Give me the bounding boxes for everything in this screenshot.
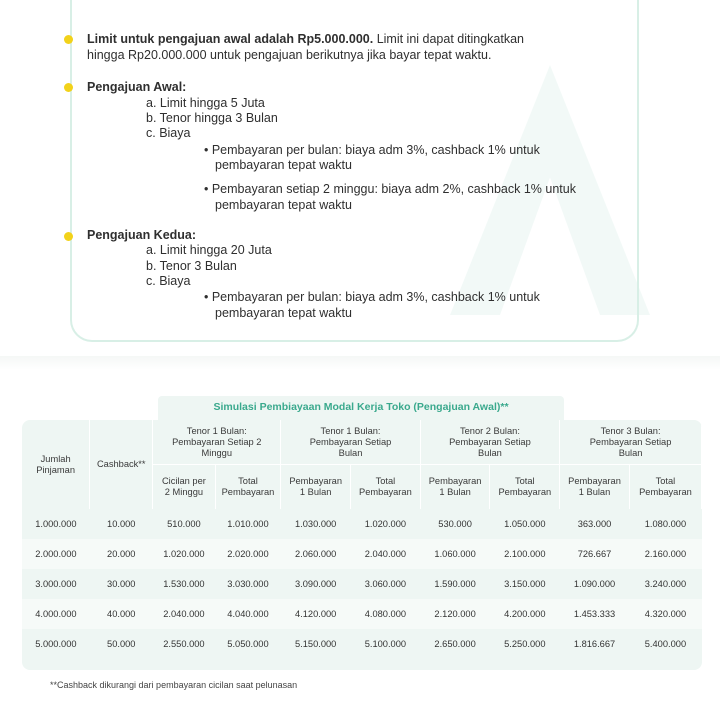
table-cell: 3.240.000 — [629, 569, 701, 599]
table-cell: 4.120.000 — [281, 599, 351, 629]
group-header: Tenor 2 Bulan: Pembayaran Setiap Bulan — [420, 420, 559, 465]
table-cell: 5.050.000 — [215, 629, 281, 659]
table-cell: 30.000 — [90, 569, 153, 599]
table-cell: 2.650.000 — [420, 629, 490, 659]
awal-item-c: c. Biaya — [146, 126, 191, 140]
table-cell: 4.200.000 — [490, 599, 560, 629]
pengajuan-awal-title: Pengajuan Awal: — [87, 80, 187, 94]
table-cell: 3.090.000 — [281, 569, 351, 599]
table-cell: 1.080.000 — [629, 509, 701, 539]
col-cashback: Cashback** — [90, 420, 153, 509]
subheader: Pembayaran 1 Bulan — [281, 465, 351, 510]
awal-fee-bullet-2-cont: pembayaran tepat waktu — [215, 198, 352, 212]
table-cell: 5.100.000 — [351, 629, 421, 659]
table-cell: 1.453.333 — [560, 599, 630, 629]
table-cell: 3.150.000 — [490, 569, 560, 599]
table-cell: 2.120.000 — [420, 599, 490, 629]
table-cell: 10.000 — [90, 509, 153, 539]
table-cell: 3.060.000 — [351, 569, 421, 599]
table-cell: 1.090.000 — [560, 569, 630, 599]
table-cell: 20.000 — [90, 539, 153, 569]
table-cell: 4.320.000 — [629, 599, 701, 629]
bullet-dot-icon — [64, 35, 73, 44]
table-cell: 3.000.000 — [22, 569, 90, 599]
subheader: Total Pembayaran — [215, 465, 281, 510]
awal-item-b: b. Tenor hingga 3 Bulan — [146, 111, 278, 125]
table-cell: 3.030.000 — [215, 569, 281, 599]
table-cell: 2.060.000 — [281, 539, 351, 569]
simulation-table — [22, 420, 702, 659]
subheader: Pembayaran 1 Bulan — [560, 465, 630, 510]
table-cell: 1.050.000 — [490, 509, 560, 539]
simulation-title: Simulasi Pembiayaan Modal Kerja Toko (Pengajuan Awal)** — [158, 396, 564, 422]
subheader: Total Pembayaran — [351, 465, 421, 510]
table-cell: 5.150.000 — [281, 629, 351, 659]
pengajuan-kedua-title: Pengajuan Kedua: — [87, 228, 197, 242]
subheader: Total Pembayaran — [629, 465, 701, 510]
table-cell: 2.040.000 — [153, 599, 215, 629]
table-cell: 5.400.000 — [629, 629, 701, 659]
table-cell: 4.080.000 — [351, 599, 421, 629]
table-row — [22, 629, 702, 659]
table-cell: 1.000.000 — [22, 509, 90, 539]
table-cell: 4.000.000 — [22, 599, 90, 629]
table-header-row-groups — [22, 420, 702, 465]
table-cell: 2.100.000 — [490, 539, 560, 569]
table-cell: 1.530.000 — [153, 569, 215, 599]
table-cell: 1.030.000 — [281, 509, 351, 539]
table-cell: 2.000.000 — [22, 539, 90, 569]
table-cell: 363.000 — [560, 509, 630, 539]
table-cell: 5.250.000 — [490, 629, 560, 659]
section-divider — [0, 356, 720, 370]
simulation-table-panel — [22, 420, 702, 670]
kedua-item-b: b. Tenor 3 Bulan — [146, 259, 237, 273]
kedua-fee-bullet-1-cont: pembayaran tepat waktu — [215, 306, 352, 320]
table-row — [22, 599, 702, 629]
table-cell: 5.000.000 — [22, 629, 90, 659]
table-cell: 2.040.000 — [351, 539, 421, 569]
table-cell: 530.000 — [420, 509, 490, 539]
awal-fee-bullet-2: • Pembayaran setiap 2 minggu: biaya adm 2%, cashback 1% untuk — [204, 182, 576, 196]
table-row — [22, 509, 702, 539]
awal-item-a: a. Limit hingga 5 Juta — [146, 96, 265, 110]
subheader: Cicilan per 2 Minggu — [153, 465, 215, 510]
bullet-dot-icon — [64, 83, 73, 92]
table-cell: 1.020.000 — [351, 509, 421, 539]
table-row — [22, 539, 702, 569]
table-body — [22, 509, 702, 659]
limit-bold-text: Limit untuk pengajuan awal adalah Rp5.000.000. — [87, 32, 374, 46]
table-cell: 2.020.000 — [215, 539, 281, 569]
table-cell: 726.667 — [560, 539, 630, 569]
subheader: Pembayaran 1 Bulan — [420, 465, 490, 510]
bullet-dot-icon — [64, 232, 73, 241]
limit-line-2: hingga Rp20.000.000 untuk pengajuan berikutnya jika bayar tepat waktu. — [87, 48, 492, 62]
group-header: Tenor 1 Bulan: Pembayaran Setiap 2 Minggu — [153, 420, 281, 465]
cashback-footnote: **Cashback dikurangi dari pembayaran cicilan saat pelunasan — [50, 680, 298, 690]
awal-fee-bullet-1-cont: pembayaran tepat waktu — [215, 158, 352, 172]
group-header: Tenor 3 Bulan: Pembayaran Setiap Bulan — [560, 420, 702, 465]
kedua-item-c: c. Biaya — [146, 274, 191, 288]
table-cell: 1.816.667 — [560, 629, 630, 659]
table-cell: 2.160.000 — [629, 539, 701, 569]
table-cell: 510.000 — [153, 509, 215, 539]
table-row — [22, 569, 702, 599]
table-cell: 50.000 — [90, 629, 153, 659]
table-cell: 1.020.000 — [153, 539, 215, 569]
kedua-item-a: a. Limit hingga 20 Juta — [146, 243, 272, 257]
table-cell: 4.040.000 — [215, 599, 281, 629]
group-header: Tenor 1 Bulan: Pembayaran Setiap Bulan — [281, 420, 420, 465]
table-cell: 1.590.000 — [420, 569, 490, 599]
limit-rest-text: Limit ini dapat ditingkatkan — [376, 32, 524, 46]
limit-line-1 — [87, 31, 524, 47]
table-cell: 40.000 — [90, 599, 153, 629]
kedua-fee-bullet-1: • Pembayaran per bulan: biaya adm 3%, cashback 1% untuk — [204, 290, 540, 304]
subheader: Total Pembayaran — [490, 465, 560, 510]
table-cell: 2.550.000 — [153, 629, 215, 659]
table-cell: 1.060.000 — [420, 539, 490, 569]
col-jumlah-pinjaman: Jumlah Pinjaman — [22, 420, 90, 509]
awal-fee-bullet-1: • Pembayaran per bulan: biaya adm 3%, cashback 1% untuk — [204, 143, 540, 157]
table-cell: 1.010.000 — [215, 509, 281, 539]
